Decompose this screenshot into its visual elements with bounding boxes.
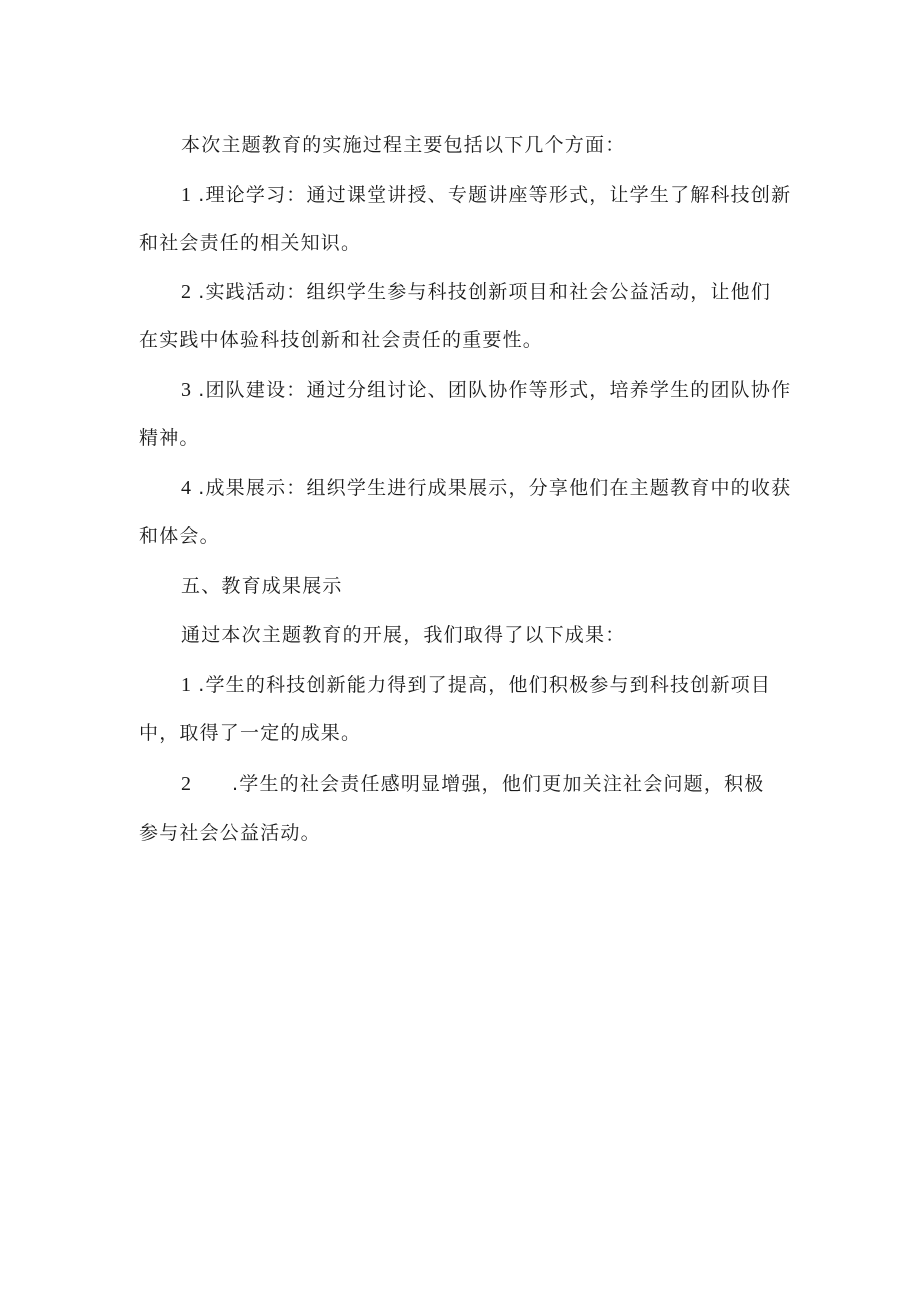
intro-paragraph: 本次主题教育的实施过程主要包括以下几个方面：: [181, 134, 626, 156]
item-3-number: 3: [181, 379, 191, 401]
item-2-line-1: [181, 280, 771, 304]
item-2-text: .实践活动：组织学生参与科技创新项目和社会公益活动，让他们: [191, 281, 772, 303]
result-2-number-line: [181, 772, 191, 796]
item-1-line-2: 和社会责任的相关知识。: [139, 232, 362, 254]
result-1-number: 1: [181, 674, 191, 696]
item-3-line-1: [181, 378, 791, 402]
result-1-text: .学生的科技创新能力得到了提高，他们积极参与到科技创新项目: [191, 674, 772, 696]
section-heading: 五、教育成果展示: [181, 575, 343, 597]
item-4-number: 4: [181, 477, 191, 499]
item-4-text: .成果展示：组织学生进行成果展示，分享他们在主题教育中的收获: [191, 477, 792, 499]
results-intro: 通过本次主题教育的开展，我们取得了以下成果：: [181, 624, 626, 646]
item-1-text: .理论学习：通过课堂讲授、专题讲座等形式，让学生了解科技创新: [191, 184, 792, 206]
item-1-line-1: [181, 183, 791, 207]
item-1-number: 1: [181, 184, 191, 206]
item-3-text: .团队建设：通过分组讨论、团队协作等形式，培养学生的团队协作: [191, 379, 792, 401]
item-2-number: 2: [181, 281, 191, 303]
result-2-line-1: .学生的社会责任感明显增强，他们更加关注社会问题，积极: [232, 773, 765, 795]
result-2-line-2: 参与社会公益活动。: [139, 822, 321, 844]
item-4-line-1: [181, 476, 791, 500]
item-2-line-2: 在实践中体验科技创新和社会责任的重要性。: [139, 329, 544, 351]
result-2-number: 2: [181, 773, 191, 795]
result-1-line-2: 中，取得了一定的成果。: [139, 722, 362, 744]
item-4-line-2: 和体会。: [139, 525, 220, 547]
result-1-line-1: [181, 673, 771, 697]
item-3-line-2: 精神。: [139, 427, 200, 449]
